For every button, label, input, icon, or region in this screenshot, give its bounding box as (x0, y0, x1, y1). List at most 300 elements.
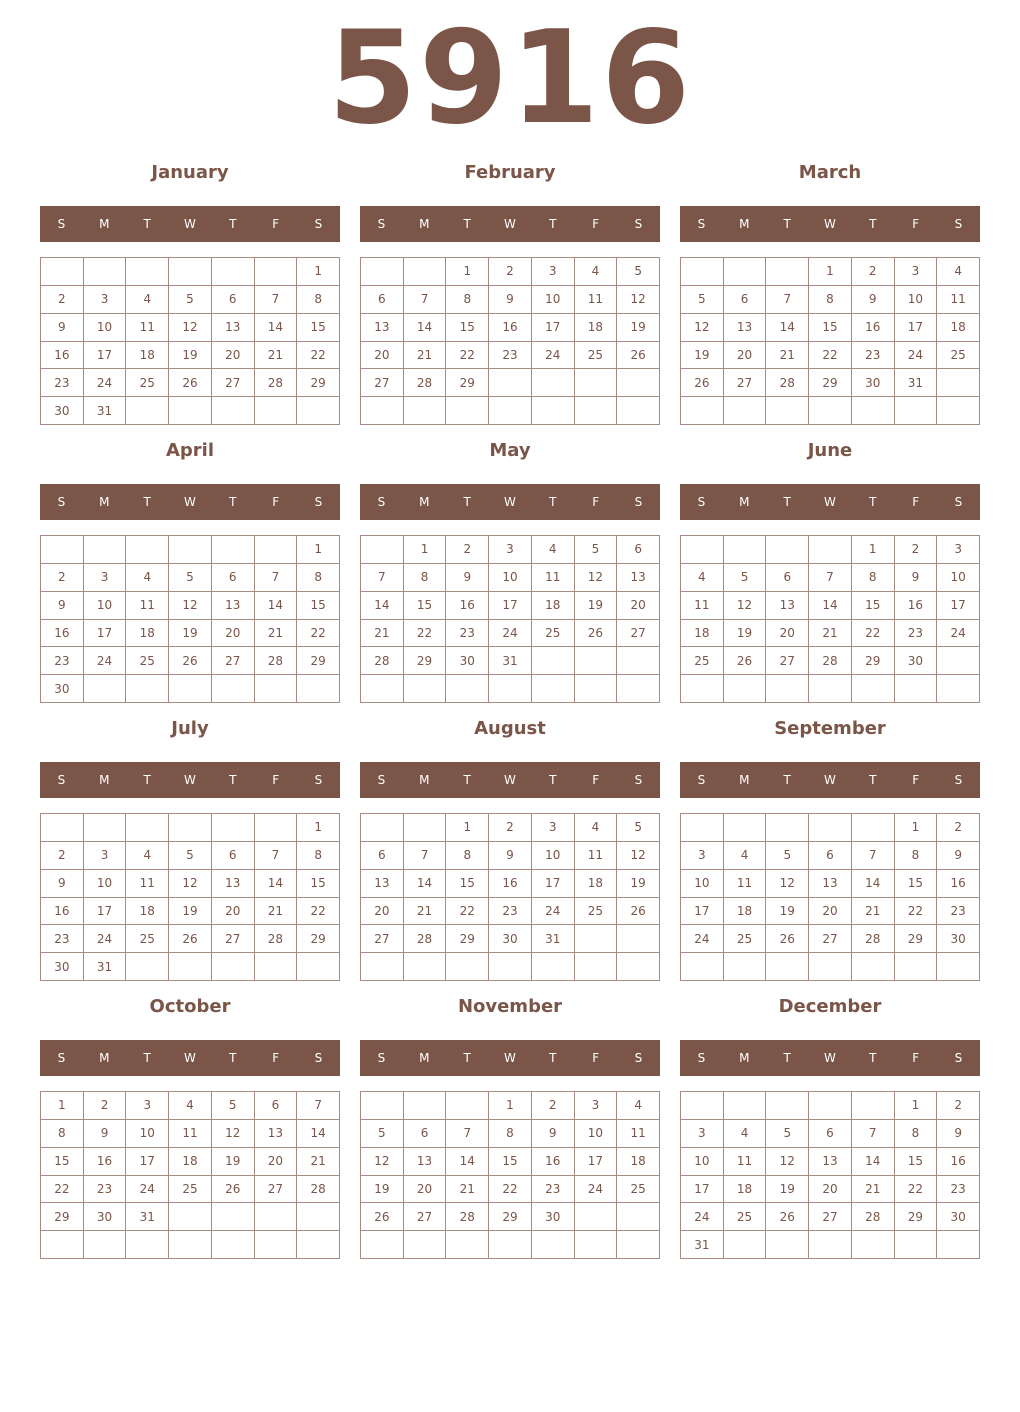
day-cell[interactable]: 1 (297, 536, 340, 564)
day-cell[interactable]: 21 (766, 342, 809, 370)
day-cell[interactable]: 6 (361, 842, 404, 870)
day-cell[interactable]: 8 (404, 564, 447, 592)
day-cell[interactable]: 16 (84, 1148, 127, 1176)
day-cell[interactable]: 18 (126, 620, 169, 648)
day-cell[interactable]: 24 (489, 620, 532, 648)
day-cell[interactable]: 12 (169, 314, 212, 342)
day-cell[interactable]: 14 (852, 1148, 895, 1176)
day-cell[interactable]: 27 (724, 369, 767, 397)
day-cell[interactable]: 7 (766, 286, 809, 314)
day-cell[interactable]: 13 (361, 870, 404, 898)
day-cell[interactable]: 29 (489, 1203, 532, 1231)
day-cell[interactable]: 13 (361, 314, 404, 342)
day-cell[interactable]: 12 (212, 1120, 255, 1148)
day-cell[interactable]: 31 (532, 925, 575, 953)
day-cell[interactable]: 9 (852, 286, 895, 314)
day-cell[interactable]: 31 (681, 1231, 724, 1259)
day-cell[interactable]: 2 (41, 286, 84, 314)
day-cell[interactable]: 11 (126, 592, 169, 620)
day-cell[interactable]: 5 (361, 1120, 404, 1148)
day-cell[interactable]: 29 (809, 369, 852, 397)
day-cell[interactable]: 22 (297, 342, 340, 370)
day-cell[interactable]: 9 (489, 842, 532, 870)
day-cell[interactable]: 26 (766, 1203, 809, 1231)
day-cell[interactable]: 22 (852, 620, 895, 648)
day-cell[interactable]: 21 (852, 898, 895, 926)
day-cell[interactable]: 2 (489, 258, 532, 286)
day-cell[interactable]: 31 (126, 1203, 169, 1231)
day-cell[interactable]: 22 (41, 1176, 84, 1204)
day-cell[interactable]: 27 (404, 1203, 447, 1231)
day-cell[interactable]: 7 (297, 1092, 340, 1120)
day-cell[interactable]: 24 (575, 1176, 618, 1204)
day-cell[interactable]: 17 (84, 898, 127, 926)
day-cell[interactable]: 10 (532, 842, 575, 870)
day-cell[interactable]: 25 (126, 925, 169, 953)
day-cell[interactable]: 27 (361, 925, 404, 953)
day-cell[interactable]: 7 (255, 842, 298, 870)
day-cell[interactable]: 5 (681, 286, 724, 314)
day-cell[interactable]: 20 (361, 898, 404, 926)
day-cell[interactable]: 23 (41, 369, 84, 397)
day-cell[interactable]: 27 (212, 647, 255, 675)
day-cell[interactable]: 21 (255, 620, 298, 648)
day-cell[interactable]: 23 (895, 620, 938, 648)
day-cell[interactable]: 7 (404, 286, 447, 314)
day-cell[interactable]: 16 (41, 620, 84, 648)
day-cell[interactable]: 30 (84, 1203, 127, 1231)
day-cell[interactable]: 9 (937, 1120, 980, 1148)
day-cell[interactable]: 16 (937, 1148, 980, 1176)
day-cell[interactable]: 3 (489, 536, 532, 564)
day-cell[interactable]: 2 (937, 1092, 980, 1120)
day-cell[interactable]: 18 (724, 1176, 767, 1204)
day-cell[interactable]: 18 (575, 314, 618, 342)
day-cell[interactable]: 19 (212, 1148, 255, 1176)
day-cell[interactable]: 6 (766, 564, 809, 592)
day-cell[interactable]: 23 (937, 898, 980, 926)
day-cell[interactable]: 28 (404, 369, 447, 397)
day-cell[interactable]: 20 (212, 342, 255, 370)
day-cell[interactable]: 6 (404, 1120, 447, 1148)
day-cell[interactable]: 29 (297, 647, 340, 675)
day-cell[interactable]: 4 (532, 536, 575, 564)
day-cell[interactable]: 29 (297, 925, 340, 953)
day-cell[interactable]: 23 (489, 898, 532, 926)
day-cell[interactable]: 31 (84, 397, 127, 425)
day-cell[interactable]: 2 (489, 814, 532, 842)
day-cell[interactable]: 17 (126, 1148, 169, 1176)
day-cell[interactable]: 6 (617, 536, 660, 564)
day-cell[interactable]: 13 (809, 1148, 852, 1176)
day-cell[interactable]: 24 (895, 342, 938, 370)
day-cell[interactable]: 4 (724, 1120, 767, 1148)
day-cell[interactable]: 20 (212, 620, 255, 648)
day-cell[interactable]: 2 (41, 564, 84, 592)
day-cell[interactable]: 15 (41, 1148, 84, 1176)
day-cell[interactable]: 7 (446, 1120, 489, 1148)
day-cell[interactable]: 3 (84, 842, 127, 870)
day-cell[interactable]: 24 (681, 925, 724, 953)
day-cell[interactable]: 21 (404, 342, 447, 370)
day-cell[interactable]: 2 (937, 814, 980, 842)
day-cell[interactable]: 10 (895, 286, 938, 314)
day-cell[interactable]: 3 (895, 258, 938, 286)
day-cell[interactable]: 1 (404, 536, 447, 564)
day-cell[interactable]: 26 (169, 647, 212, 675)
day-cell[interactable]: 16 (41, 342, 84, 370)
day-cell[interactable]: 27 (255, 1176, 298, 1204)
day-cell[interactable]: 12 (575, 564, 618, 592)
day-cell[interactable]: 26 (575, 620, 618, 648)
day-cell[interactable]: 16 (852, 314, 895, 342)
day-cell[interactable]: 4 (126, 564, 169, 592)
day-cell[interactable]: 8 (895, 1120, 938, 1148)
day-cell[interactable]: 20 (404, 1176, 447, 1204)
day-cell[interactable]: 15 (895, 1148, 938, 1176)
day-cell[interactable]: 29 (895, 1203, 938, 1231)
day-cell[interactable]: 8 (446, 286, 489, 314)
day-cell[interactable]: 7 (852, 1120, 895, 1148)
day-cell[interactable]: 7 (809, 564, 852, 592)
day-cell[interactable]: 5 (169, 842, 212, 870)
day-cell[interactable]: 11 (937, 286, 980, 314)
day-cell[interactable]: 5 (724, 564, 767, 592)
day-cell[interactable]: 31 (84, 953, 127, 981)
day-cell[interactable]: 20 (361, 342, 404, 370)
day-cell[interactable]: 2 (446, 536, 489, 564)
day-cell[interactable]: 18 (681, 620, 724, 648)
day-cell[interactable]: 12 (766, 870, 809, 898)
day-cell[interactable]: 16 (895, 592, 938, 620)
day-cell[interactable]: 11 (724, 1148, 767, 1176)
day-cell[interactable]: 15 (297, 870, 340, 898)
day-cell[interactable]: 15 (446, 870, 489, 898)
day-cell[interactable]: 11 (169, 1120, 212, 1148)
day-cell[interactable]: 13 (766, 592, 809, 620)
day-cell[interactable]: 26 (617, 898, 660, 926)
day-cell[interactable]: 4 (169, 1092, 212, 1120)
day-cell[interactable]: 23 (84, 1176, 127, 1204)
day-cell[interactable]: 12 (169, 870, 212, 898)
day-cell[interactable]: 28 (852, 1203, 895, 1231)
day-cell[interactable]: 11 (724, 870, 767, 898)
day-cell[interactable]: 10 (681, 870, 724, 898)
day-cell[interactable]: 15 (895, 870, 938, 898)
day-cell[interactable]: 28 (404, 925, 447, 953)
day-cell[interactable]: 29 (404, 647, 447, 675)
day-cell[interactable]: 20 (766, 620, 809, 648)
day-cell[interactable]: 25 (575, 898, 618, 926)
day-cell[interactable]: 25 (126, 369, 169, 397)
day-cell[interactable]: 19 (169, 620, 212, 648)
day-cell[interactable]: 7 (852, 842, 895, 870)
day-cell[interactable]: 22 (895, 898, 938, 926)
day-cell[interactable]: 5 (766, 1120, 809, 1148)
day-cell[interactable]: 5 (575, 536, 618, 564)
day-cell[interactable]: 11 (575, 286, 618, 314)
day-cell[interactable]: 21 (255, 898, 298, 926)
day-cell[interactable]: 12 (169, 592, 212, 620)
day-cell[interactable]: 26 (617, 342, 660, 370)
day-cell[interactable]: 5 (617, 258, 660, 286)
day-cell[interactable]: 30 (41, 397, 84, 425)
day-cell[interactable]: 6 (212, 286, 255, 314)
day-cell[interactable]: 19 (169, 342, 212, 370)
day-cell[interactable]: 30 (41, 675, 84, 703)
day-cell[interactable]: 20 (724, 342, 767, 370)
day-cell[interactable]: 17 (489, 592, 532, 620)
day-cell[interactable]: 13 (212, 592, 255, 620)
day-cell[interactable]: 29 (41, 1203, 84, 1231)
day-cell[interactable]: 12 (617, 286, 660, 314)
day-cell[interactable]: 24 (937, 620, 980, 648)
day-cell[interactable]: 18 (126, 898, 169, 926)
day-cell[interactable]: 15 (809, 314, 852, 342)
day-cell[interactable]: 17 (681, 898, 724, 926)
day-cell[interactable]: 25 (169, 1176, 212, 1204)
day-cell[interactable]: 21 (297, 1148, 340, 1176)
day-cell[interactable]: 17 (84, 620, 127, 648)
day-cell[interactable]: 19 (681, 342, 724, 370)
day-cell[interactable]: 12 (724, 592, 767, 620)
day-cell[interactable]: 3 (84, 564, 127, 592)
day-cell[interactable]: 17 (84, 342, 127, 370)
day-cell[interactable]: 20 (617, 592, 660, 620)
day-cell[interactable]: 27 (809, 1203, 852, 1231)
day-cell[interactable]: 14 (297, 1120, 340, 1148)
day-cell[interactable]: 10 (575, 1120, 618, 1148)
day-cell[interactable]: 17 (532, 314, 575, 342)
day-cell[interactable]: 16 (489, 870, 532, 898)
day-cell[interactable]: 4 (126, 842, 169, 870)
day-cell[interactable]: 8 (809, 286, 852, 314)
day-cell[interactable]: 16 (41, 898, 84, 926)
day-cell[interactable]: 21 (255, 342, 298, 370)
day-cell[interactable]: 28 (255, 369, 298, 397)
day-cell[interactable]: 22 (297, 898, 340, 926)
day-cell[interactable]: 3 (681, 842, 724, 870)
day-cell[interactable]: 6 (212, 842, 255, 870)
day-cell[interactable]: 3 (532, 258, 575, 286)
day-cell[interactable]: 4 (126, 286, 169, 314)
day-cell[interactable]: 18 (724, 898, 767, 926)
day-cell[interactable]: 8 (895, 842, 938, 870)
day-cell[interactable]: 18 (575, 870, 618, 898)
day-cell[interactable]: 1 (809, 258, 852, 286)
day-cell[interactable]: 20 (809, 1176, 852, 1204)
day-cell[interactable]: 13 (255, 1120, 298, 1148)
day-cell[interactable]: 4 (937, 258, 980, 286)
day-cell[interactable]: 30 (446, 647, 489, 675)
day-cell[interactable]: 15 (489, 1148, 532, 1176)
day-cell[interactable]: 14 (255, 314, 298, 342)
day-cell[interactable]: 3 (126, 1092, 169, 1120)
day-cell[interactable]: 3 (575, 1092, 618, 1120)
day-cell[interactable]: 26 (766, 925, 809, 953)
day-cell[interactable]: 24 (681, 1203, 724, 1231)
day-cell[interactable]: 14 (404, 314, 447, 342)
day-cell[interactable]: 29 (852, 647, 895, 675)
day-cell[interactable]: 1 (297, 814, 340, 842)
day-cell[interactable]: 24 (532, 898, 575, 926)
day-cell[interactable]: 18 (532, 592, 575, 620)
day-cell[interactable]: 4 (724, 842, 767, 870)
day-cell[interactable]: 19 (617, 314, 660, 342)
day-cell[interactable]: 2 (532, 1092, 575, 1120)
day-cell[interactable]: 7 (255, 564, 298, 592)
day-cell[interactable]: 26 (361, 1203, 404, 1231)
day-cell[interactable]: 19 (766, 898, 809, 926)
day-cell[interactable]: 28 (852, 925, 895, 953)
day-cell[interactable]: 24 (532, 342, 575, 370)
day-cell[interactable]: 9 (446, 564, 489, 592)
day-cell[interactable]: 17 (681, 1176, 724, 1204)
day-cell[interactable]: 31 (895, 369, 938, 397)
day-cell[interactable]: 23 (489, 342, 532, 370)
day-cell[interactable]: 25 (724, 1203, 767, 1231)
day-cell[interactable]: 22 (895, 1176, 938, 1204)
day-cell[interactable]: 6 (212, 564, 255, 592)
day-cell[interactable]: 11 (126, 870, 169, 898)
day-cell[interactable]: 27 (212, 925, 255, 953)
day-cell[interactable]: 27 (361, 369, 404, 397)
day-cell[interactable]: 26 (169, 925, 212, 953)
day-cell[interactable]: 13 (617, 564, 660, 592)
day-cell[interactable]: 8 (297, 842, 340, 870)
day-cell[interactable]: 15 (297, 314, 340, 342)
day-cell[interactable]: 14 (255, 870, 298, 898)
day-cell[interactable]: 18 (126, 342, 169, 370)
day-cell[interactable]: 9 (532, 1120, 575, 1148)
day-cell[interactable]: 27 (766, 647, 809, 675)
day-cell[interactable]: 24 (84, 369, 127, 397)
day-cell[interactable]: 25 (937, 342, 980, 370)
day-cell[interactable]: 15 (852, 592, 895, 620)
day-cell[interactable]: 6 (255, 1092, 298, 1120)
day-cell[interactable]: 29 (446, 925, 489, 953)
day-cell[interactable]: 10 (84, 870, 127, 898)
day-cell[interactable]: 9 (41, 870, 84, 898)
day-cell[interactable]: 30 (489, 925, 532, 953)
day-cell[interactable]: 1 (297, 258, 340, 286)
day-cell[interactable]: 6 (809, 842, 852, 870)
day-cell[interactable]: 9 (41, 592, 84, 620)
day-cell[interactable]: 24 (84, 925, 127, 953)
day-cell[interactable]: 5 (212, 1092, 255, 1120)
day-cell[interactable]: 28 (361, 647, 404, 675)
day-cell[interactable]: 19 (575, 592, 618, 620)
day-cell[interactable]: 9 (937, 842, 980, 870)
day-cell[interactable]: 20 (255, 1148, 298, 1176)
day-cell[interactable]: 29 (297, 369, 340, 397)
day-cell[interactable]: 31 (489, 647, 532, 675)
day-cell[interactable]: 4 (575, 258, 618, 286)
day-cell[interactable]: 2 (895, 536, 938, 564)
day-cell[interactable]: 8 (41, 1120, 84, 1148)
day-cell[interactable]: 23 (852, 342, 895, 370)
day-cell[interactable]: 27 (617, 620, 660, 648)
day-cell[interactable]: 21 (852, 1176, 895, 1204)
day-cell[interactable]: 9 (41, 314, 84, 342)
day-cell[interactable]: 19 (766, 1176, 809, 1204)
day-cell[interactable]: 17 (575, 1148, 618, 1176)
day-cell[interactable]: 16 (489, 314, 532, 342)
day-cell[interactable]: 3 (84, 286, 127, 314)
day-cell[interactable]: 18 (169, 1148, 212, 1176)
day-cell[interactable]: 5 (617, 814, 660, 842)
day-cell[interactable]: 20 (809, 898, 852, 926)
day-cell[interactable]: 8 (297, 564, 340, 592)
day-cell[interactable]: 30 (41, 953, 84, 981)
day-cell[interactable]: 14 (852, 870, 895, 898)
day-cell[interactable]: 28 (255, 647, 298, 675)
day-cell[interactable]: 3 (681, 1120, 724, 1148)
day-cell[interactable]: 22 (446, 898, 489, 926)
day-cell[interactable]: 22 (446, 342, 489, 370)
day-cell[interactable]: 1 (446, 258, 489, 286)
day-cell[interactable]: 2 (41, 842, 84, 870)
day-cell[interactable]: 15 (446, 314, 489, 342)
day-cell[interactable]: 11 (532, 564, 575, 592)
day-cell[interactable]: 5 (169, 286, 212, 314)
day-cell[interactable]: 26 (169, 369, 212, 397)
day-cell[interactable]: 29 (446, 369, 489, 397)
day-cell[interactable]: 23 (446, 620, 489, 648)
day-cell[interactable]: 28 (255, 925, 298, 953)
day-cell[interactable]: 7 (361, 564, 404, 592)
day-cell[interactable]: 7 (255, 286, 298, 314)
day-cell[interactable]: 19 (169, 898, 212, 926)
day-cell[interactable]: 21 (446, 1176, 489, 1204)
day-cell[interactable]: 13 (212, 870, 255, 898)
day-cell[interactable]: 11 (575, 842, 618, 870)
day-cell[interactable]: 6 (361, 286, 404, 314)
day-cell[interactable]: 26 (212, 1176, 255, 1204)
day-cell[interactable]: 2 (852, 258, 895, 286)
day-cell[interactable]: 24 (84, 647, 127, 675)
day-cell[interactable]: 14 (255, 592, 298, 620)
day-cell[interactable]: 22 (404, 620, 447, 648)
day-cell[interactable]: 3 (937, 536, 980, 564)
day-cell[interactable]: 7 (404, 842, 447, 870)
day-cell[interactable]: 20 (212, 898, 255, 926)
day-cell[interactable]: 13 (212, 314, 255, 342)
day-cell[interactable]: 19 (617, 870, 660, 898)
day-cell[interactable]: 6 (724, 286, 767, 314)
day-cell[interactable]: 25 (575, 342, 618, 370)
day-cell[interactable]: 30 (852, 369, 895, 397)
day-cell[interactable]: 9 (84, 1120, 127, 1148)
day-cell[interactable]: 27 (212, 369, 255, 397)
day-cell[interactable]: 28 (809, 647, 852, 675)
day-cell[interactable]: 10 (84, 592, 127, 620)
day-cell[interactable]: 28 (446, 1203, 489, 1231)
day-cell[interactable]: 15 (297, 592, 340, 620)
day-cell[interactable]: 1 (41, 1092, 84, 1120)
day-cell[interactable]: 17 (532, 870, 575, 898)
day-cell[interactable]: 18 (937, 314, 980, 342)
day-cell[interactable]: 2 (84, 1092, 127, 1120)
day-cell[interactable]: 10 (937, 564, 980, 592)
day-cell[interactable]: 3 (532, 814, 575, 842)
day-cell[interactable]: 13 (809, 870, 852, 898)
day-cell[interactable]: 19 (724, 620, 767, 648)
day-cell[interactable]: 5 (169, 564, 212, 592)
day-cell[interactable]: 8 (297, 286, 340, 314)
day-cell[interactable]: 12 (617, 842, 660, 870)
day-cell[interactable]: 8 (852, 564, 895, 592)
